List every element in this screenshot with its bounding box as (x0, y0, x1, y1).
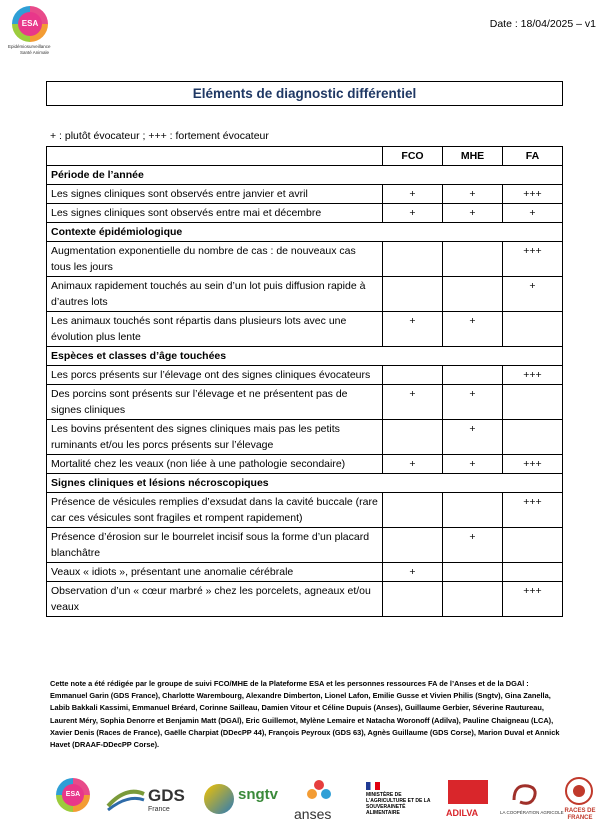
races-emblem-icon (564, 776, 594, 806)
score-cell-fco: + (383, 312, 443, 347)
lca-logo (500, 772, 564, 830)
score-cell-mhe: + (443, 455, 503, 474)
table-row (47, 563, 563, 582)
lca-swirl-icon (510, 780, 540, 808)
esa-footer-logo (50, 772, 100, 830)
ministere-text: MINISTÈRE DE L'AGRICULTURE ET DE LA SOUVERAINETÉ ALIMENTAIRE (366, 792, 431, 816)
criterion-text: Présence d’érosion sur le bourrelet incisif sous la forme d’un placard blanchâtre (47, 528, 383, 563)
score-cell-fco (383, 366, 443, 385)
score-cell-fa: +++ (503, 242, 563, 277)
table-row (47, 528, 563, 563)
section-row (47, 223, 563, 242)
anses-text: anses (294, 806, 332, 822)
score-cell-fa: +++ (503, 366, 563, 385)
table-row (47, 366, 563, 385)
score-cell-mhe (443, 493, 503, 528)
score-cell-fco (383, 493, 443, 528)
table-row (47, 385, 563, 420)
document-title: Eléments de diagnostic différentiel (46, 81, 563, 106)
partner-logos (0, 772, 608, 832)
score-cell-mhe (443, 366, 503, 385)
section-row (47, 347, 563, 366)
score-cell-fco (383, 528, 443, 563)
section-label: Période de l’année (47, 166, 563, 185)
footnote: Cette note a été rédigée par le groupe de suivi FCO/MHE de la Plateforme ESA et les personnes ressources FA de l’Anses et de la DGAl : Emmanuel Garin (GDS France), Charlotte Warembourg, Alexandre Dimberton, Lionel Lafon, Emilie Gusse et Vivien Philis (Sngtv), Gina Zanella, Labib Bakkali Kassimi, Emmanuel Bréard, Corinne Sailleau, Damien Vitour et Céline Dupuis (Anses), Guillaume Gerbier, Séverine Rautureau, Laurent Méry, Sophia Denorre et Benjamin Matt (DGAl), Eric Guillemot, Mylène Lemaire et Natacha Woronoff (Adilva), Pauline Chaigneau (LCA), Xavier Denis (Races de France), Gaëlle Charpiat (DDecPP 44), François Peyroux (GDS 63), Agnès Guillaume (GDS Corse), Marion Duval et Annick Havet (DRAAF-DDecPP Corse). (50, 679, 560, 750)
diagnostic-table (46, 146, 563, 617)
sngtv-text: sngtv (238, 786, 279, 803)
table-row (47, 242, 563, 277)
score-cell-fa: +++ (503, 455, 563, 474)
gds-subtext: France (148, 806, 170, 813)
criterion-text: Veaux « idiots », présentant une anomalie cérébrale (47, 563, 383, 582)
ministere-logo (364, 772, 440, 830)
score-cell-fco: + (383, 204, 443, 223)
table-row (47, 277, 563, 312)
score-cell-mhe: + (443, 185, 503, 204)
esa-logo-text: ESA (18, 12, 42, 36)
score-cell-fco (383, 277, 443, 312)
criterion-text: Les bovins présentent des signes cliniques mais pas les petits ruminants et/ou les porcs présents sur l’élevage (47, 420, 383, 455)
score-cell-mhe (443, 277, 503, 312)
gds-logo (106, 772, 192, 830)
races-logo (556, 772, 602, 830)
table-row (47, 493, 563, 528)
criterion-text: Animaux rapidement touchés au sein d’un lot puis diffusion rapide à d’autres lots (47, 277, 383, 312)
section-label: Signes cliniques et lésions nécroscopiques (47, 474, 563, 493)
score-cell-fco (383, 420, 443, 455)
adilva-logo (444, 772, 496, 830)
esa-logo-caption-2: Santé Animale (20, 50, 50, 55)
score-cell-fa: + (503, 204, 563, 223)
score-cell-fa: +++ (503, 493, 563, 528)
table-body (47, 166, 563, 617)
lca-text: LA COOPÉRATION AGRICOLE (500, 810, 564, 815)
score-cell-fco (383, 582, 443, 617)
esa-logo-caption-1: Epidémiosurveillance (8, 44, 51, 49)
sngtv-logo (204, 772, 284, 830)
score-cell-fco (383, 242, 443, 277)
section-label: Espèces et classes d’âge touchées (47, 347, 563, 366)
score-cell-fa (503, 385, 563, 420)
gds-text: GDS (148, 786, 185, 805)
republique-flag-icon (366, 782, 380, 790)
criterion-text: Des porcins sont présents sur l’élevage et ne présentent pas de signes cliniques (47, 385, 383, 420)
table-header-row (47, 147, 563, 166)
legend-text: + : plutôt évocateur ; +++ : fortement évocateur (50, 130, 269, 142)
table-row (47, 185, 563, 204)
races-text: RACES DE FRANCE (564, 808, 596, 821)
score-cell-fa (503, 312, 563, 347)
section-row (47, 166, 563, 185)
score-cell-fco: + (383, 563, 443, 582)
score-cell-fco: + (383, 455, 443, 474)
column-header-fa: FA (503, 147, 563, 166)
score-cell-fa (503, 420, 563, 455)
column-header-fco: FCO (383, 147, 443, 166)
score-cell-mhe (443, 563, 503, 582)
score-cell-mhe: + (443, 420, 503, 455)
criterion-text: Mortalité chez les veaux (non liée à une pathologie secondaire) (47, 455, 383, 474)
score-cell-fco: + (383, 385, 443, 420)
adilva-text: ADILVA (446, 808, 479, 818)
header-empty-cell (47, 147, 383, 166)
section-label: Contexte épidémiologique (47, 223, 563, 242)
table-row (47, 420, 563, 455)
criterion-text: Les signes cliniques sont observés entre mai et décembre (47, 204, 383, 223)
score-cell-fa (503, 528, 563, 563)
esa-logo (8, 6, 56, 58)
score-cell-fa: +++ (503, 185, 563, 204)
criterion-text: Observation d’un « cœur marbré » chez les porcelets, agneaux et/ou veaux (47, 582, 383, 617)
anses-logo (290, 772, 350, 830)
score-cell-mhe: + (443, 385, 503, 420)
score-cell-fa (503, 563, 563, 582)
table-row (47, 204, 563, 223)
table-row (47, 455, 563, 474)
score-cell-fa: +++ (503, 582, 563, 617)
criterion-text: Les porcs présents sur l’élevage ont des signes cliniques évocateurs (47, 366, 383, 385)
section-row (47, 474, 563, 493)
score-cell-fa: + (503, 277, 563, 312)
score-cell-mhe (443, 242, 503, 277)
anses-emblem-icon (304, 778, 334, 804)
table-row (47, 312, 563, 347)
esa-footer-text: ESA (62, 784, 84, 806)
score-cell-mhe (443, 582, 503, 617)
criterion-text: Les animaux touchés sont répartis dans plusieurs lots avec une évolution plus lente (47, 312, 383, 347)
criterion-text: Présence de vésicules remplies d’exsudat dans la cavité buccale (rare car ces vésicules sont fragiles et rompent rapidement) (47, 493, 383, 528)
gds-swoosh-icon (106, 784, 146, 814)
score-cell-mhe: + (443, 528, 503, 563)
score-cell-mhe: + (443, 312, 503, 347)
sngtv-emblem-icon (204, 784, 234, 814)
score-cell-fco: + (383, 185, 443, 204)
score-cell-mhe: + (443, 204, 503, 223)
adilva-emblem-icon (448, 780, 488, 804)
column-header-mhe: MHE (443, 147, 503, 166)
criterion-text: Les signes cliniques sont observés entre janvier et avril (47, 185, 383, 204)
criterion-text: Augmentation exponentielle du nombre de cas : de nouveaux cas tous les jours (47, 242, 383, 277)
table-row (47, 582, 563, 617)
document-date: Date : 18/04/2025 – v1 (489, 18, 596, 30)
